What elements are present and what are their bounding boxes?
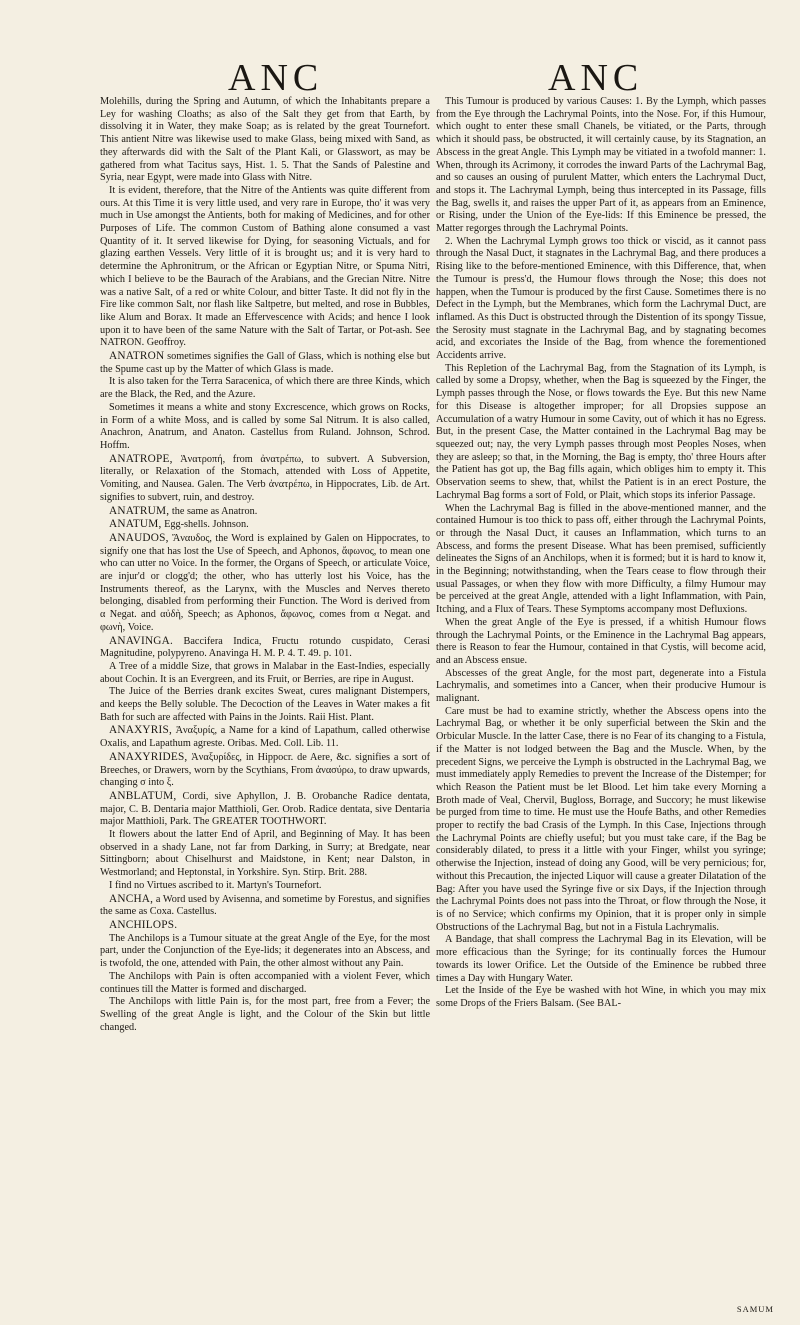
entry-text: Sometimes it means a white and stony Excrescence, which grows on Rocks, in Form of a white Moss, and is called by some Sal Nitrum. It is also called, Anachron, Anatrum, and Anaton. Castellus from Ruland. Johnson, Schrod. Hoffm.	[100, 401, 430, 451]
dictionary-entry	[100, 532, 430, 635]
entry-headword: ANAUDOS,	[109, 531, 169, 544]
entry-text: Molehills, during the Spring and Autumn, of which the Inhabitants prepare a Ley for washing Cloaths; as also of the Salt they get from that Earth, by dissolving it in Water, they make Soap; as is related by the great Tournefort. This antient Nitre was likewise used to make Glass, being mixed with Sand, as they afterwards did with the Salt of the Plant Kali, or Glasswort, as may be gathered from what Tacitus says, Hist. 1. 5. That the Sands of Palestine and Syria, near Egypt, were made into Glass with Nitre.	[100, 96, 430, 184]
entry-text: Egg-shells. Johnson.	[161, 519, 249, 531]
entry-headword: ANATROPE,	[109, 452, 173, 465]
entry-text: a Word used by Avisenna, and sometime by Forestus, and signifies the same as Coxa. Castellus.	[100, 893, 430, 918]
running-head-left: ANC	[228, 57, 324, 99]
entry-text: A Bandage, that shall compress the Lachrymal Bag in its Elevation, will be more efficacious than the Syringe; for its continually forces the Humour towards its lower Orifice. Let the Outside of the Eminence be rubbed three times a Day with Hungary Water.	[436, 934, 766, 984]
entry-text: The Anchilops with little Pain is, for the most part, free from a Fever; the Swelling of the great Angle is light, and the Colour of the Skin but little changed.	[100, 996, 430, 1033]
paragraph	[436, 934, 766, 985]
entry-headword: ANAXYRIDES,	[109, 750, 188, 763]
dictionary-entry	[100, 893, 430, 919]
entry-headword: ANAXYRIS,	[109, 724, 172, 737]
paragraph	[436, 706, 766, 935]
right-column	[436, 96, 766, 1011]
entry-text: It is also taken for the Terra Saracenica, of which there are three Kinds, which are the Black, the Red, and the Azure.	[100, 376, 430, 401]
entry-headword: ANATRUM,	[109, 504, 170, 517]
entry-headword: ANAVINGA.	[109, 634, 174, 647]
entry-text: Ἀναξυρίδες, in Hippocr. de Aere, &c. signifies a sort of Breeches, or Drawers, worn by the Scythians, From ἀνασύρω, to draw upwards, changing σ into ξ.	[100, 751, 430, 789]
entry-text: When the Lachrymal Bag is filled in the above-mentioned manner, and the contained Humour is too thick to pass off, either through the Lachrymal Points, or through the Nasal Duct, it causes an Inflammation, which turns to an Abscess, and forms the present Disease. What has been premised, sufficiently delineates the Signs of an Anchilops, when it is formed; but it is hard to know it, in the Beginning; notwithstanding, when the Tears cease to flow through their usual Passages, or when they flow with more Difficulty, a filmy Humour may be perceived at the great Angle, attended with a light Inflammation, with Pain, Itching, and a Flux of Tears. These Symptoms accompany most Defluxions.	[436, 502, 766, 616]
dictionary-entry	[100, 919, 430, 933]
paragraph	[436, 985, 766, 1010]
catchword: SAMUM	[736, 1304, 774, 1314]
paragraph	[436, 236, 766, 363]
dictionary-entry	[100, 790, 430, 829]
entry-text: Abscesses of the great Angle, for the most part, degenerate into a Fistula Lachrymalis, and sometimes into a Cancer, when their producive Humour is malignant.	[436, 667, 766, 705]
running-head-right: ANC	[548, 57, 644, 99]
entry-headword: ANATRON	[109, 350, 165, 363]
paragraph	[100, 376, 430, 401]
entry-headword: ANCHILOPS.	[109, 919, 178, 931]
dictionary-entry	[100, 751, 430, 790]
entry-text: Ἀναξυρίς, a Name for a kind of Lapathum, called otherwise Oxalis, and Lapathum agreste. Oribas. Med. Coll. Lib. 11.	[100, 725, 430, 750]
paragraph	[436, 96, 766, 236]
paragraph	[100, 185, 430, 350]
entry-text: Ἄναυδος, the Word is explained by Galen on Hippocrates, to signify one that has lost the Use of Speech, and Aphonos, ἄφωνος, to mean one who can utter no Voice. In the former, the Organs of Speech, or articulate Voice, are injur'd or clogg'd; the other, who has utterly lost his Voice, has the Instruments thereof, as the Larynx, with the Muscles and Nerves thereto belonging, disabled from performing their Function. The Word is derived from α Negat. and αὐδὴ, Speech; as Aphonos, ἄφωνος, comes from α Negat. and φωνὴ, Voice.	[100, 532, 430, 633]
entry-text: the same as Anatron.	[169, 505, 258, 517]
entry-text: The Juice of the Berries drank excites Sweat, cures malignant Distempers, and keeps the Belly soluble. The Decoction of the Leaves in Water makes a fit Bath for such are affected with Pains in the Joints. Raii Hist. Plant.	[100, 686, 430, 723]
paragraph	[100, 933, 430, 971]
entry-text: This Tumour is produced by various Causes: 1. By the Lymph, which passes from the Eye through the Lachrymal Points, into the Nose. For, if this Humour, which ought to enter these small Chanels, be vitiated, or the Parts, through which it should pass, be obstructed, it will certainly cause, by its Stagnation, an Abscess in the great Angle. This Lymph may be vitiated in a twofold manner: 1. When, through its Acrimony, it corrodes the inward Parts of the Lachrymal Bag, and so causes an ousing of purulent Matter, which enters the Lachrymal Duct, and stops it. The Lachrymal Lymph, being thus intercepted in its Passage, fills the Bag, swells it, and raises the upper Part of it, as appears from an Eminence, or Rising, under the Union of the Eye-lids: If this Eminence be pressed, the Matter regorges through the Lachrymal Points.	[436, 96, 766, 235]
entry-text: Care must be had to examine strictly, whether the Abscess opens into the Lachrymal Bag, or whether it be only superficial between the Skin and the Orbicular Muscle. In the latter Case, there is no Fear of its changing to a Fistula, if the Matter is not lodged between the Bag and the Muscle. When, by the precedent Signs, we perceive the Lymph is obstructed in the Lachrymal Bag, we must immediately apply Remedies to prevent the Increase of the Distemper; for which Reason the Patient must be let Blood. Let him take every Morning a Broth made of Veal, Chervil, Bugloss, Borrage, and Succory; he must likewise be purged from time to time. He must use the Houfe Baths, and other Remedies proper to rectify the bad Crasis of the Lymph. In this Case, Injections through the Lachrymal Points are chiefly useful; but you must take care, if the Bag be considerably dilated, to press it a little with your Finger, whilst you syringe; otherwise the Injection, instead of doing any Good, will be very pernicious; for, without this Precaution, the injected Liquor will cause a greater Dilatation of the Bag: After you have used the Syringe five or six Days, if the Injection through the Lachrymal Points does not pass into the Throat, or flow through the Nose, it is of no Service; which confirms my Opinion, that it is proper only in simple Obstructions of the Lachrymal Bag, but not in a Fistula Lachrymalis.	[436, 705, 766, 933]
entry-headword: ANBLATUM,	[109, 789, 177, 802]
paragraph	[436, 363, 766, 503]
entry-text: Ἀνατροπή, from ἀνατρέπω, to subvert. A Subversion, literally, or Relaxation of the Stomach, attended with Loss of Appetite, Vomiting, and Nausea. Galen. The Verb ἀνατρέπω, in Hippocrates, Lib. de Art. signifies to subvert, ruin, and destroy.	[100, 453, 430, 503]
entry-text: 2. When the Lachrymal Lymph grows too thick or viscid, as it cannot pass through the Nasal Duct, it stagnates in the Lachrymal Bag, and there produces a Rising like to the before-mentioned Eminence, with this Difference, that, when the Tumour is press'd, the Humour flows through the Nose; this does not happen, when the Tumour is produced by the first Cause. Sometimes there is no Defect in the Lymph, but the Membranes, which form the Lachrymal Duct, are inflamed. As this Duct is obstructed through the Distention of its spongy Tissue, the Serosity must stagnate in the Lachrymal Bag, and by stagnating becomes acid, and excoriates the Inside of the Bag, from whence the forementioned Accidents arrive.	[436, 235, 766, 362]
dictionary-entry	[100, 635, 430, 661]
dictionary-entry	[100, 518, 430, 532]
entry-text: It flowers about the latter End of April, and Beginning of May. It has been observed in a shady Lane, not far from Darking, in Surry; at Bredgate, near Sittingborn; about Chiselhurst and Maidstone, in Kent; near Dalston, in Westmorland; and Heptonstal, in Yorkshire. Syn. Stirp. Brit. 288.	[100, 829, 430, 879]
entry-text: This Repletion of the Lachrymal Bag, from the Stagnation of its Lymph, is called by some a Dropsy, whether, when the Bag is squeezed by the Finger, the Lymph passes through the Nose, or flows towards the Eye. But this new Name for this Disease is altogether improper; for all Dropsies suppose an Accumulation of a watry Humour in some Cavity, out of which it has no Egress. But, in the present Case, the Matter contained in the Lachrymal Bag may be squeezed out; nay, the very Lymph passes through most Peoples Noses, when they are asleep; so that, in the Morning, the Bag is empty, tho' three Hours after the Patient has got up, the Bag fills again, which obliges him to empty it. This Observation seems to shew, that, whilst the Patient is in an erect Posture, the Lachrymal Bag forms a sort of Fold, or Plait, which stops its inferior Passage.	[436, 362, 766, 501]
paragraph	[436, 503, 766, 617]
entry-headword: ANCHA,	[109, 892, 154, 905]
entry-text: It is evident, therefore, that the Nitre of the Antients was quite different from ours. At this Time it is very little used, and very rare in Europe, tho' it was very much in Use amongst the Antients, both for making of Medicines, and for other Purposes of Life. The common Custom of Bathing alone consumed a vast Quantity of it. It served likewise for Dying, for seasoning Victuals, and for glazing earthen Vessels. Very little of it is brought us; and it is very hard to determine the Aphronitrum, or the African or Egyptian Nitre, or Spuma Nitri, which I believe to be the Baurach of the Arabians, and the Grecian Nitre. Nitre was a native Salt, of a red or white Colour, and bitter Taste. It did not fly in the Fire like common Salt, nor flash like Saltpetre, but melted, and rose in Bubbles, like Alum and Borax. It made an Effervescence with Acids; and hence I look upon it to have been of the same Nature with the Salt of Tartar, or Pot-ash. See NATRON. Geoffroy.	[100, 184, 430, 349]
dictionary-entry	[100, 350, 430, 376]
entry-text: Let the Inside of the Eye be washed with hot Wine, in which you may mix some Drops of the Friers Balsam. (See BAL-	[436, 985, 766, 1009]
paragraph	[100, 686, 430, 724]
entry-text: Cordi, sive Aphyllon, J. B. Orobanche Radice dentata, major, C. B. Dentaria major Matthioli, Ger. Orob. Radice dentata, sive Dentaria major Matthioli, Park. The GREATER TOOTHWORT.	[100, 790, 430, 828]
entry-text: I find no Virtues ascribed to it. Martyn's Tournefort.	[109, 879, 322, 891]
paragraph	[436, 668, 766, 706]
left-column	[100, 96, 430, 1034]
paragraph	[100, 829, 430, 880]
entry-text: The Anchilops with Pain is often accompanied with a violent Fever, which continues till the Matter is formed and discharged.	[100, 970, 430, 995]
entry-text: sometimes signifies the Gall of Glass, which is nothing else but the Spume cast up by the Matter of which Glass is made.	[100, 351, 430, 375]
entry-headword: ANATUM,	[109, 518, 162, 531]
entry-text: Baccifera Indica, Fructu rotundo cuspidato, Cerasi Magnitudine, polypyreno. Anavinga H. M. P. 4. T. 49. p. 101.	[100, 635, 430, 660]
entry-text: A Tree of a middle Size, that grows in Malabar in the East-Indies, especially about Cochin. It is an Evergreen, and its Fruit, or Berries, are ripe in August.	[100, 660, 430, 685]
dictionary-entry	[100, 724, 430, 750]
paragraph	[100, 971, 430, 996]
paragraph	[100, 96, 430, 185]
paragraph	[100, 402, 430, 453]
paragraph	[100, 661, 430, 686]
dictionary-entry	[100, 453, 430, 505]
entry-text: The Anchilops is a Tumour situate at the great Angle of the Eye, for the most part, under the Conjunction of the Eye-lids; it degenerates into an Abscess, and is twofold, the one, attended with Pain, the other almost without any Pain.	[100, 932, 430, 970]
dictionary-entry	[100, 505, 430, 519]
paragraph	[436, 617, 766, 668]
entry-text: When the great Angle of the Eye is pressed, if a whitish Humour flows through the Lachrymal Points, or the Eminence in the Lachrymal Bag appears, there is Reason to fear the Humour, contained in that Cystis, will become acid, and an Abscess ensue.	[436, 616, 766, 666]
paragraph	[100, 996, 430, 1034]
paragraph	[100, 880, 430, 893]
